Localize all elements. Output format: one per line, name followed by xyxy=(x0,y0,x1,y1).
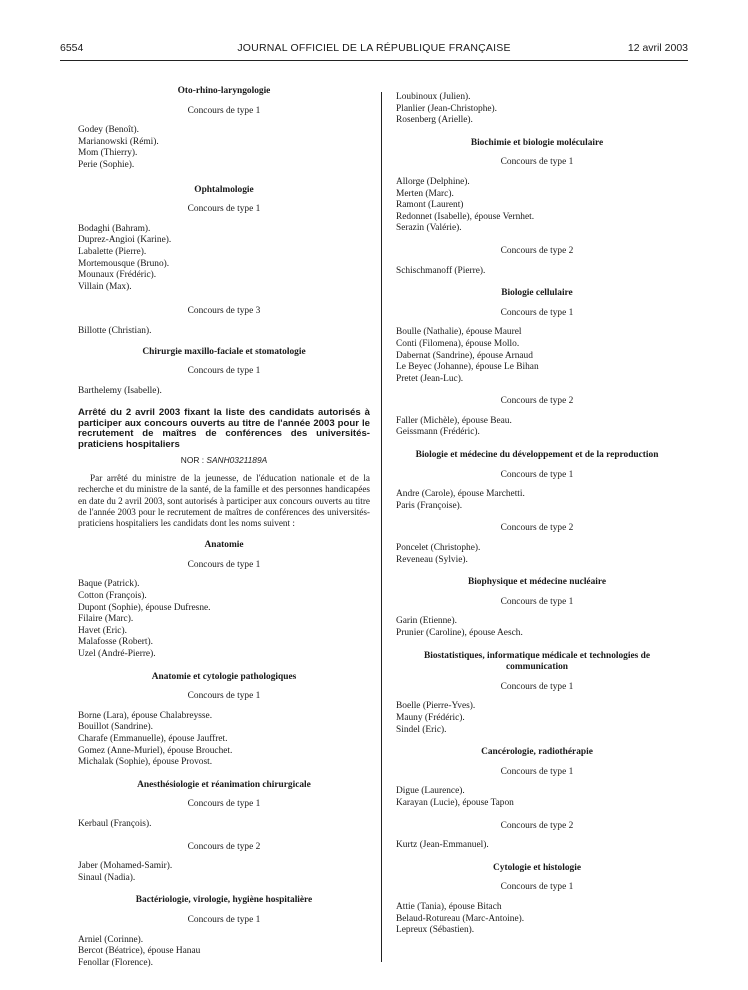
contest-type: Concours de type 2 xyxy=(500,396,574,407)
section-heading: Anesthésiologie et réanimation chirurgicale xyxy=(137,779,311,790)
nor-label: NOR : xyxy=(180,454,205,465)
contest-type: Concours de type 1 xyxy=(187,914,261,925)
candidate-name: Villain (Max). xyxy=(78,281,132,292)
candidate-name: Poncelet (Christophe). xyxy=(396,543,481,554)
candidate-name: Sinaul (Nadia). xyxy=(78,872,136,883)
section-heading: Biologie et médecine du développement et de la reproduction xyxy=(415,450,659,461)
contest-type: Concours de type 1 xyxy=(187,691,261,702)
candidate-name: Charafe (Emmanuelle), épouse Jauffret. xyxy=(78,733,228,744)
candidate-name: Loubinoux (Julien). xyxy=(396,92,471,102)
candidate-name: Conti (Filomena), épouse Mollo. xyxy=(396,338,520,349)
nor-reference xyxy=(78,455,370,467)
candidate-name: Faller (Michèle), épouse Beau. xyxy=(396,415,512,426)
candidate-name: Paris (Françoise). xyxy=(396,500,463,511)
candidate-name: Attie (Tania), épouse Bitach xyxy=(396,901,502,912)
contest-type: Concours de type 2 xyxy=(500,523,574,534)
candidate-name: Barthelemy (Isabelle). xyxy=(78,385,162,396)
candidate-name: Cotton (François). xyxy=(78,591,147,602)
candidate-name: Ramont (Laurent) xyxy=(396,200,464,211)
candidate-name: Merten (Marc). xyxy=(396,188,454,199)
candidate-name: Dupont (Sophie), épouse Dufresne. xyxy=(78,602,211,613)
contest-type: Concours de type 1 xyxy=(500,766,574,777)
candidate-name: Pretet (Jean-Luc). xyxy=(396,373,464,384)
candidate-name: Marianowski (Rémi). xyxy=(78,136,159,147)
candidate-name: Duprez-Angioi (Karine). xyxy=(78,235,172,246)
candidate-name: Redonnet (Isabelle), épouse Vernhet. xyxy=(396,211,535,222)
contest-type: Concours de type 1 xyxy=(187,105,261,116)
right-column xyxy=(396,92,678,937)
candidate-name: Kurtz (Jean-Emmanuel). xyxy=(396,840,489,851)
candidate-name: Karayan (Lucie), épouse Tapon xyxy=(396,797,514,808)
candidate-name: Digue (Laurence). xyxy=(396,786,465,797)
candidate-name: Boelle (Pierre-Yves). xyxy=(396,701,476,712)
candidate-name: Godey (Benoît). xyxy=(78,125,139,136)
candidate-name: Prunier (Caroline), épouse Aesch. xyxy=(396,628,523,638)
candidate-name: Serazin (Valérie). xyxy=(396,223,462,234)
candidate-name: Arniel (Corinne). xyxy=(78,934,144,945)
section-heading: Bactériologie, virologie, hygiène hospitalière xyxy=(135,895,313,906)
candidate-name: Havet (Eric). xyxy=(78,625,127,636)
candidate-name: Labalette (Pierre). xyxy=(78,246,147,257)
section-heading: Anatomie xyxy=(204,540,244,551)
issue-date: 12 avril 2003 xyxy=(627,42,688,54)
candidate-name: Planlier (Jean-Christophe). xyxy=(396,103,498,114)
candidate-name: Rosenberg (Arielle). xyxy=(396,115,473,126)
contest-type: Concours de type 1 xyxy=(500,307,574,318)
contest-type: Concours de type 2 xyxy=(500,820,574,831)
candidate-name: Le Beyec (Johanne), épouse Le Bihan xyxy=(396,362,539,373)
section-heading: Biophysique et médecine nucléaire xyxy=(467,577,607,588)
decree-paragraph: Par arrêté du ministre de la jeunesse, de l'éducation nationale et de la recherche et du ministre de la santé, de la famille et des personnes handicapées en date du 2 avril 2003, sont autorisés à participer aux concours ouverts au titre de l'année 2003 pour le recrutement de maîtres de conférences des universités-praticiens hospitaliers les candidats dont les noms suivent : xyxy=(78,473,370,529)
section-heading: Cancérologie, radiothérapie xyxy=(481,747,593,758)
contest-type: Concours de type 1 xyxy=(187,559,261,570)
section-heading: Cytologie et histologie xyxy=(492,862,581,873)
contest-type: Concours de type 3 xyxy=(187,306,261,317)
candidate-name: Gomez (Anne-Muriel), épouse Brouchet. xyxy=(78,745,233,756)
candidate-name: Kerbaul (François). xyxy=(78,818,152,829)
candidate-name: Baque (Patrick). xyxy=(78,579,140,590)
contest-type: Concours de type 2 xyxy=(187,841,261,852)
section-heading: Chirurgie maxillo-faciale et stomatologie xyxy=(142,346,306,357)
section-heading: Anatomie et cytologie pathologiques xyxy=(151,671,297,682)
candidate-name: Jaber (Mohamed-Samir). xyxy=(78,861,173,872)
section-heading: Oto-rhino-laryngologie xyxy=(177,86,271,96)
section-heading: Biochimie et biologie moléculaire xyxy=(470,137,604,148)
contest-type: Concours de type 1 xyxy=(187,366,261,377)
column-divider xyxy=(381,92,382,962)
candidate-name: Boulle (Nathalie), épouse Maurel xyxy=(396,327,522,338)
candidate-name: Geissmann (Frédéric). xyxy=(396,427,480,438)
page-number: 6554 xyxy=(60,42,84,54)
contest-type: Concours de type 1 xyxy=(187,204,261,215)
candidate-name: Dabernat (Sandrine), épouse Arnaud xyxy=(396,350,533,361)
contest-type: Concours de type 1 xyxy=(500,882,574,893)
header-rule xyxy=(60,60,688,61)
candidate-name: Schischmanoff (Pierre). xyxy=(396,265,486,276)
contest-type: Concours de type 2 xyxy=(500,245,574,256)
journal-title: JOURNAL OFFICIEL DE LA RÉPUBLIQUE FRANÇAISE xyxy=(237,42,511,54)
candidate-name: Mom (Thierry). xyxy=(78,148,138,159)
contest-type: Concours de type 1 xyxy=(500,157,574,168)
candidate-name: Bercot (Béatrice), épouse Hanau xyxy=(78,946,201,957)
candidate-name: Garin (Etienne). xyxy=(396,616,457,627)
candidate-name: Belaud-Rotureau (Marc-Antoine). xyxy=(396,913,525,924)
candidate-name: Fenollar (Florence). xyxy=(78,957,153,968)
contest-type: Concours de type 1 xyxy=(500,681,574,692)
candidate-name: Michalak (Sophie), épouse Provost. xyxy=(78,757,213,768)
contest-type: Concours de type 1 xyxy=(187,799,261,810)
candidate-name: Sindel (Eric). xyxy=(396,724,447,735)
candidate-name: Andre (Carole), épouse Marchetti. xyxy=(396,489,525,500)
candidate-name: Mounaux (Frédéric). xyxy=(78,270,157,281)
candidate-name: Bodaghi (Bahram). xyxy=(78,223,151,234)
section-heading: Biologie cellulaire xyxy=(501,288,573,299)
contest-type: Concours de type 1 xyxy=(500,469,574,480)
candidate-name: Perie (Sophie). xyxy=(78,159,135,170)
page-header xyxy=(60,42,688,58)
candidate-name: Malafosse (Robert). xyxy=(78,637,153,648)
candidate-name: Borne (Lara), épouse Chalabreysse. xyxy=(78,710,213,721)
candidate-name: Reveneau (Sylvie). xyxy=(396,554,468,565)
section-heading: Ophtalmologie xyxy=(194,184,254,195)
candidate-name: Allorge (Delphine). xyxy=(396,176,470,187)
candidate-name: Mortemousque (Bruno). xyxy=(78,258,170,269)
candidate-name: Billotte (Christian). xyxy=(78,325,152,336)
left-column xyxy=(78,86,370,969)
decree-title: Arrêté du 2 avril 2003 fixant la liste des candidats autorisés à participer aux concours ouverts au titre de l'année 2003 pour le recrutement de maîtres de conférences des universités-praticiens hospitaliers xyxy=(78,407,370,451)
candidate-name: Mauny (Frédéric). xyxy=(396,712,465,723)
contest-type: Concours de type 1 xyxy=(500,596,574,607)
candidate-name: Bouillot (Sandrine). xyxy=(78,722,153,733)
candidate-name: Uzel (André-Pierre). xyxy=(78,649,156,660)
candidate-name: Filaire (Marc). xyxy=(78,614,134,625)
candidate-name: Lepreux (Sébastien). xyxy=(396,925,475,936)
nor-code: SANH0321189A xyxy=(206,454,268,465)
section-heading: Biostatistiques, informatique médicale et technologies de communication xyxy=(423,650,651,673)
